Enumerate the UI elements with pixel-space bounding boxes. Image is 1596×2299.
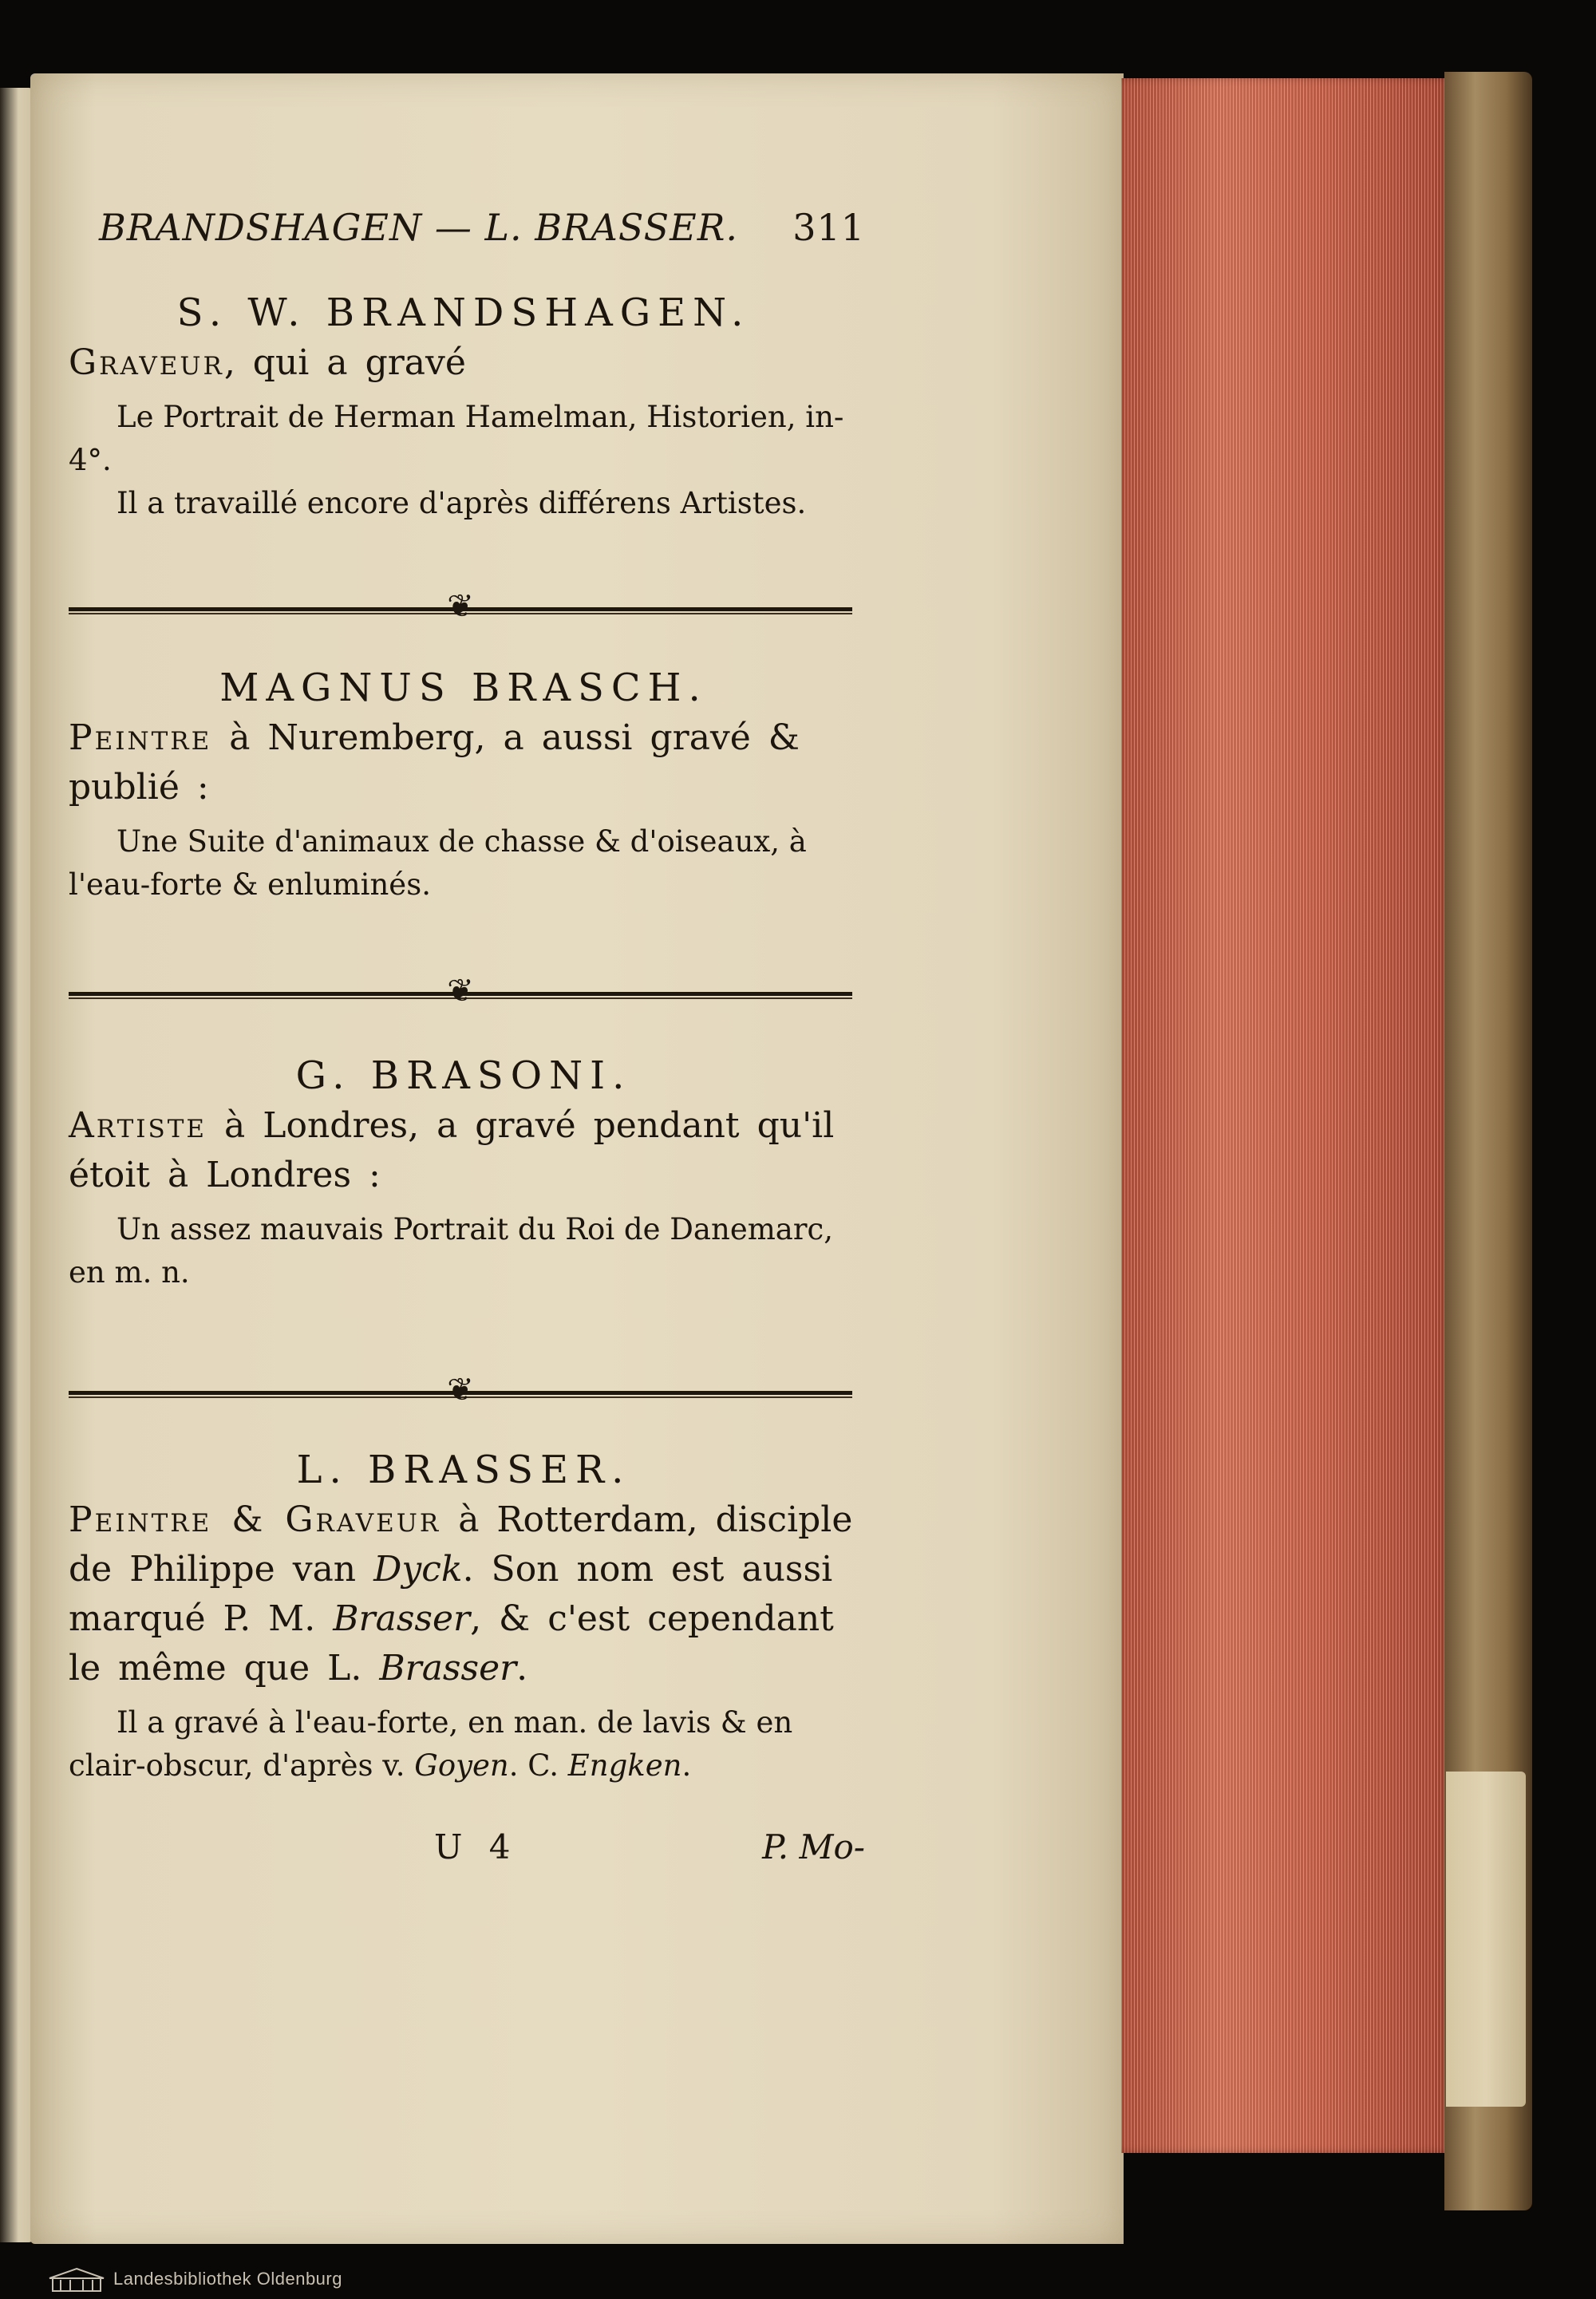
entry-intro: à Rotterdam, disciple de Philippe van [69,1499,853,1590]
entry-item [69,1701,859,1787]
entry-item-text: Il a gravé à l'eau-forte, en man. de lavis & en clair-obscur, d'après v. [69,1705,793,1783]
entry-intro: , & c'est cependant le même que L. [69,1598,834,1689]
entry-item-text: . C. [508,1748,568,1783]
entry-name: G. BRASONI. [295,1053,632,1098]
entry-intro-italic: Brasser [333,1598,471,1639]
entry-role: Peintre [69,717,212,758]
entry-brasser [69,1444,859,1787]
entry-intro-italic: Brasser [379,1648,517,1689]
entry-role-line [69,1101,859,1200]
entry-brasch [69,662,859,907]
library-name: Landesbibliothek Oldenburg [113,2269,342,2289]
running-title: BRANDSHAGEN — L. BRASSER. [99,206,738,249]
entry-intro-italic: Dyck [373,1549,463,1590]
red-fore-edge [1121,78,1450,2153]
fleuron-icon: ❦ [447,1372,474,1408]
entry-item: Une Suite d'animaux de chasse & d'oiseaux, à l'eau-forte & enluminés. [69,824,807,902]
entry-item-text: . [681,1748,692,1783]
entry-intro: . [516,1648,528,1689]
entry-role: Artiste [69,1105,207,1146]
entry-intro: à Londres, a gravé pendant qu'il étoit à Londres : [69,1105,835,1195]
entry-role: Graveur [69,342,224,383]
entry-name: MAGNUS BRASCH. [219,666,708,710]
entry-role: Peintre & Graveur [69,1499,441,1540]
book-cover-paper [1446,1772,1526,2107]
entry-item: Il a travaillé encore d'après différens Artistes. [117,486,807,520]
entry-item-italic: Engken [567,1748,682,1783]
ornamental-rule [69,588,852,625]
ornamental-rule [69,973,852,1009]
entry-brandshagen [69,287,859,525]
facing-page-edge [0,88,34,2242]
library-building-icon [48,2267,105,2294]
entry-role-line [69,1495,859,1693]
entry-name: S. W. BRANDSHAGEN. [176,290,751,335]
page-footer [99,1827,865,1875]
entry-brasoni [69,1050,859,1294]
catchword: P. Mo- [762,1827,865,1866]
entry-name: L. BRASSER. [296,1448,631,1492]
entry-item: Le Portrait de Herman Hamelman, Historien, in-4°. [69,400,844,477]
entry-item: Un assez mauvais Portrait du Roi de Danemarc, en m. n. [69,1212,834,1290]
entry-intro: . Son nom est aussi marqué P. M. [69,1549,833,1639]
entry-intro: à Nuremberg, a aussi gravé & publié : [69,717,800,808]
entry-role-line [69,713,859,812]
fleuron-icon: ❦ [447,973,474,1009]
signature-mark: U 4 [434,1827,519,1866]
entry-intro: , qui a gravé [223,342,466,383]
page-number: 311 [792,206,865,249]
ornamental-rule [69,1372,852,1408]
entry-role-line [69,338,859,388]
fleuron-icon: ❦ [447,588,474,625]
running-header [99,206,865,262]
entry-item-italic: Goyen [414,1748,509,1783]
